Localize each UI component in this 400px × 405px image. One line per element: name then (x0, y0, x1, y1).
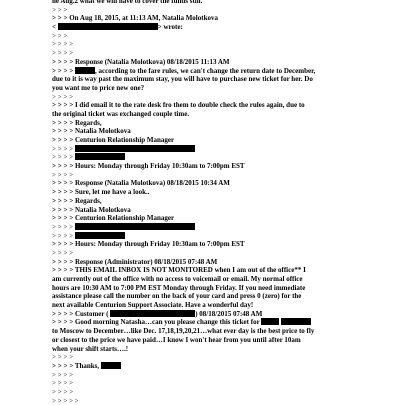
redaction-block (261, 318, 279, 325)
line-text: > > > > Response (Natalia Molotkova) 08/18/2015 10:34 AM (52, 179, 230, 188)
email-line (52, 275, 392, 284)
line-text: > > > > (52, 370, 74, 379)
email-line (52, 249, 392, 258)
email-line (52, 388, 392, 397)
email-line (52, 327, 392, 336)
email-line (52, 292, 392, 301)
email-line (52, 318, 392, 327)
line-text: > > > > (52, 40, 74, 49)
line-text-continued: ) 08/18/2015 07:48 AM (195, 309, 263, 318)
email-line (52, 232, 392, 241)
line-text: > > > > (52, 222, 74, 231)
email-line (52, 258, 392, 267)
email-line (52, 310, 392, 319)
line-text: > > > > > (52, 396, 79, 405)
email-line (52, 223, 392, 232)
email-line (52, 6, 392, 15)
line-text: > > > > (52, 66, 74, 75)
line-text: > > > > (52, 92, 74, 101)
line-text: > > > > (52, 153, 74, 162)
email-line (52, 84, 392, 93)
email-line (52, 110, 392, 119)
line-text: > > > > Centurion Relationship Manager (52, 136, 175, 144)
email-line (52, 353, 392, 362)
line-text: next available Centurion Support Associate. Have a wonderful day! (52, 301, 254, 310)
line-text: am currently out of the office with no access to voicemail or email. My normal office (52, 275, 303, 283)
email-line (52, 119, 392, 128)
email-line (52, 188, 392, 197)
line-text: > > > > Regards, (52, 118, 102, 127)
email-line (52, 214, 392, 223)
line-text: or closest to the price we have paid…I know I won't hear from you until after 10am (52, 335, 301, 344)
email-line (52, 23, 392, 32)
email-line (52, 75, 392, 84)
email-line (52, 14, 392, 23)
email-line (52, 345, 392, 354)
email-line (52, 197, 392, 206)
email-line (52, 206, 392, 215)
redaction-block (58, 23, 158, 30)
email-line (52, 301, 392, 310)
line-text-continued: , according to the fare rules, we can't change the return date to December, (94, 66, 316, 75)
redaction-block (101, 362, 121, 369)
line-text: > > > > Thanks, (52, 361, 100, 370)
email-line (52, 153, 392, 162)
email-line (52, 371, 392, 380)
email-line (52, 336, 392, 345)
line-text: when your shift starts….! (52, 344, 129, 353)
line-text: > > > > (52, 353, 74, 362)
email-line (52, 58, 392, 67)
email-line (52, 93, 392, 102)
line-text: > > > (52, 5, 68, 14)
email-line (52, 362, 392, 371)
email-line (52, 32, 392, 41)
redaction-block (75, 153, 125, 160)
email-line (52, 284, 392, 293)
line-text: > > > > Response (Administrator) 08/18/2015 07:48 AM (52, 257, 218, 266)
line-text-continued: > wrote: (157, 23, 183, 32)
email-line (52, 179, 392, 188)
line-text: > > > > Centurion Relationship Manager (52, 214, 175, 223)
email-line (52, 145, 392, 154)
line-text: > > > On Aug 18, 2015, at 11:13 AM, Natalia Molotkova (52, 14, 218, 23)
redaction-block (75, 145, 195, 152)
redaction-block (110, 310, 195, 317)
line-text: > > > > THIS EMAIL INBOX IS NOT MONITORED when I am out of the office** I (52, 266, 306, 275)
email-line (52, 40, 392, 49)
email-line (52, 67, 392, 76)
line-text: the original ticket was exchanged couple time. (52, 109, 190, 118)
email-line (52, 397, 392, 405)
line-text: > > > > I did email it to the rate desk fro them to double check the rules again, due to (52, 101, 305, 110)
email-line (52, 136, 392, 145)
line-text: > > > > Hours: Monday through Friday 10:30am to 7:00pm EST (52, 162, 245, 171)
line-text: > > > > (52, 144, 74, 153)
line-text: > > > > Natalia Molotkova (52, 205, 131, 214)
line-text: hours are 10:30 AM to 7:00 PM EST Monday through Friday. If you need immediate (52, 283, 306, 292)
email-line (52, 101, 392, 110)
redaction-block (75, 223, 195, 230)
email-line (52, 266, 392, 275)
email-line (52, 127, 392, 136)
email-thread-body (52, 0, 392, 405)
email-line (52, 240, 392, 249)
line-text: > > > > Natalia Molotkova (52, 127, 131, 136)
line-text: < (52, 23, 56, 32)
line-text: due to it is way past the maximum stay, you will have to purchase new ticket for her. Do (52, 75, 313, 84)
email-line (52, 171, 392, 180)
line-text: > > > > (52, 231, 74, 240)
email-line (52, 49, 392, 58)
line-text: > > > > Sure, let me have a look.. (52, 188, 150, 197)
line-text: > > > > Customer ( (52, 309, 109, 318)
line-text: assistance please call the number on the back of your card and press 0 (zero) for the (52, 292, 302, 301)
line-text: > > > > (52, 170, 74, 179)
line-text: > > > (52, 31, 68, 40)
redaction-block (281, 318, 311, 325)
line-text: > > > > Good morning Natasha…can you please change this ticket for (52, 318, 260, 327)
line-text: you want me to price new one? (52, 83, 145, 92)
email-line (52, 379, 392, 388)
line-text: > > > > Hours: Monday through Friday 10:30am to 7:00pm EST (52, 240, 245, 249)
line-text: > > > > Response (Natalia Molotkova) 08/18/2015 11:13 AM (52, 57, 230, 66)
line-text: > > > > Regards, (52, 196, 102, 205)
line-text: > > > > (52, 49, 74, 58)
redaction-block (75, 232, 125, 239)
line-text: > > > > (52, 379, 74, 388)
line-text: > > > > (52, 387, 74, 396)
line-text: he Aug.2 what we will have to cover the funds still. (52, 0, 203, 5)
line-text: to Moscow to December…like Dec. 17,18,19,20,21…what ever day is the best price to fly (52, 327, 315, 336)
line-text: > > > > (52, 248, 74, 257)
email-line (52, 162, 392, 171)
redaction-block (75, 67, 95, 74)
